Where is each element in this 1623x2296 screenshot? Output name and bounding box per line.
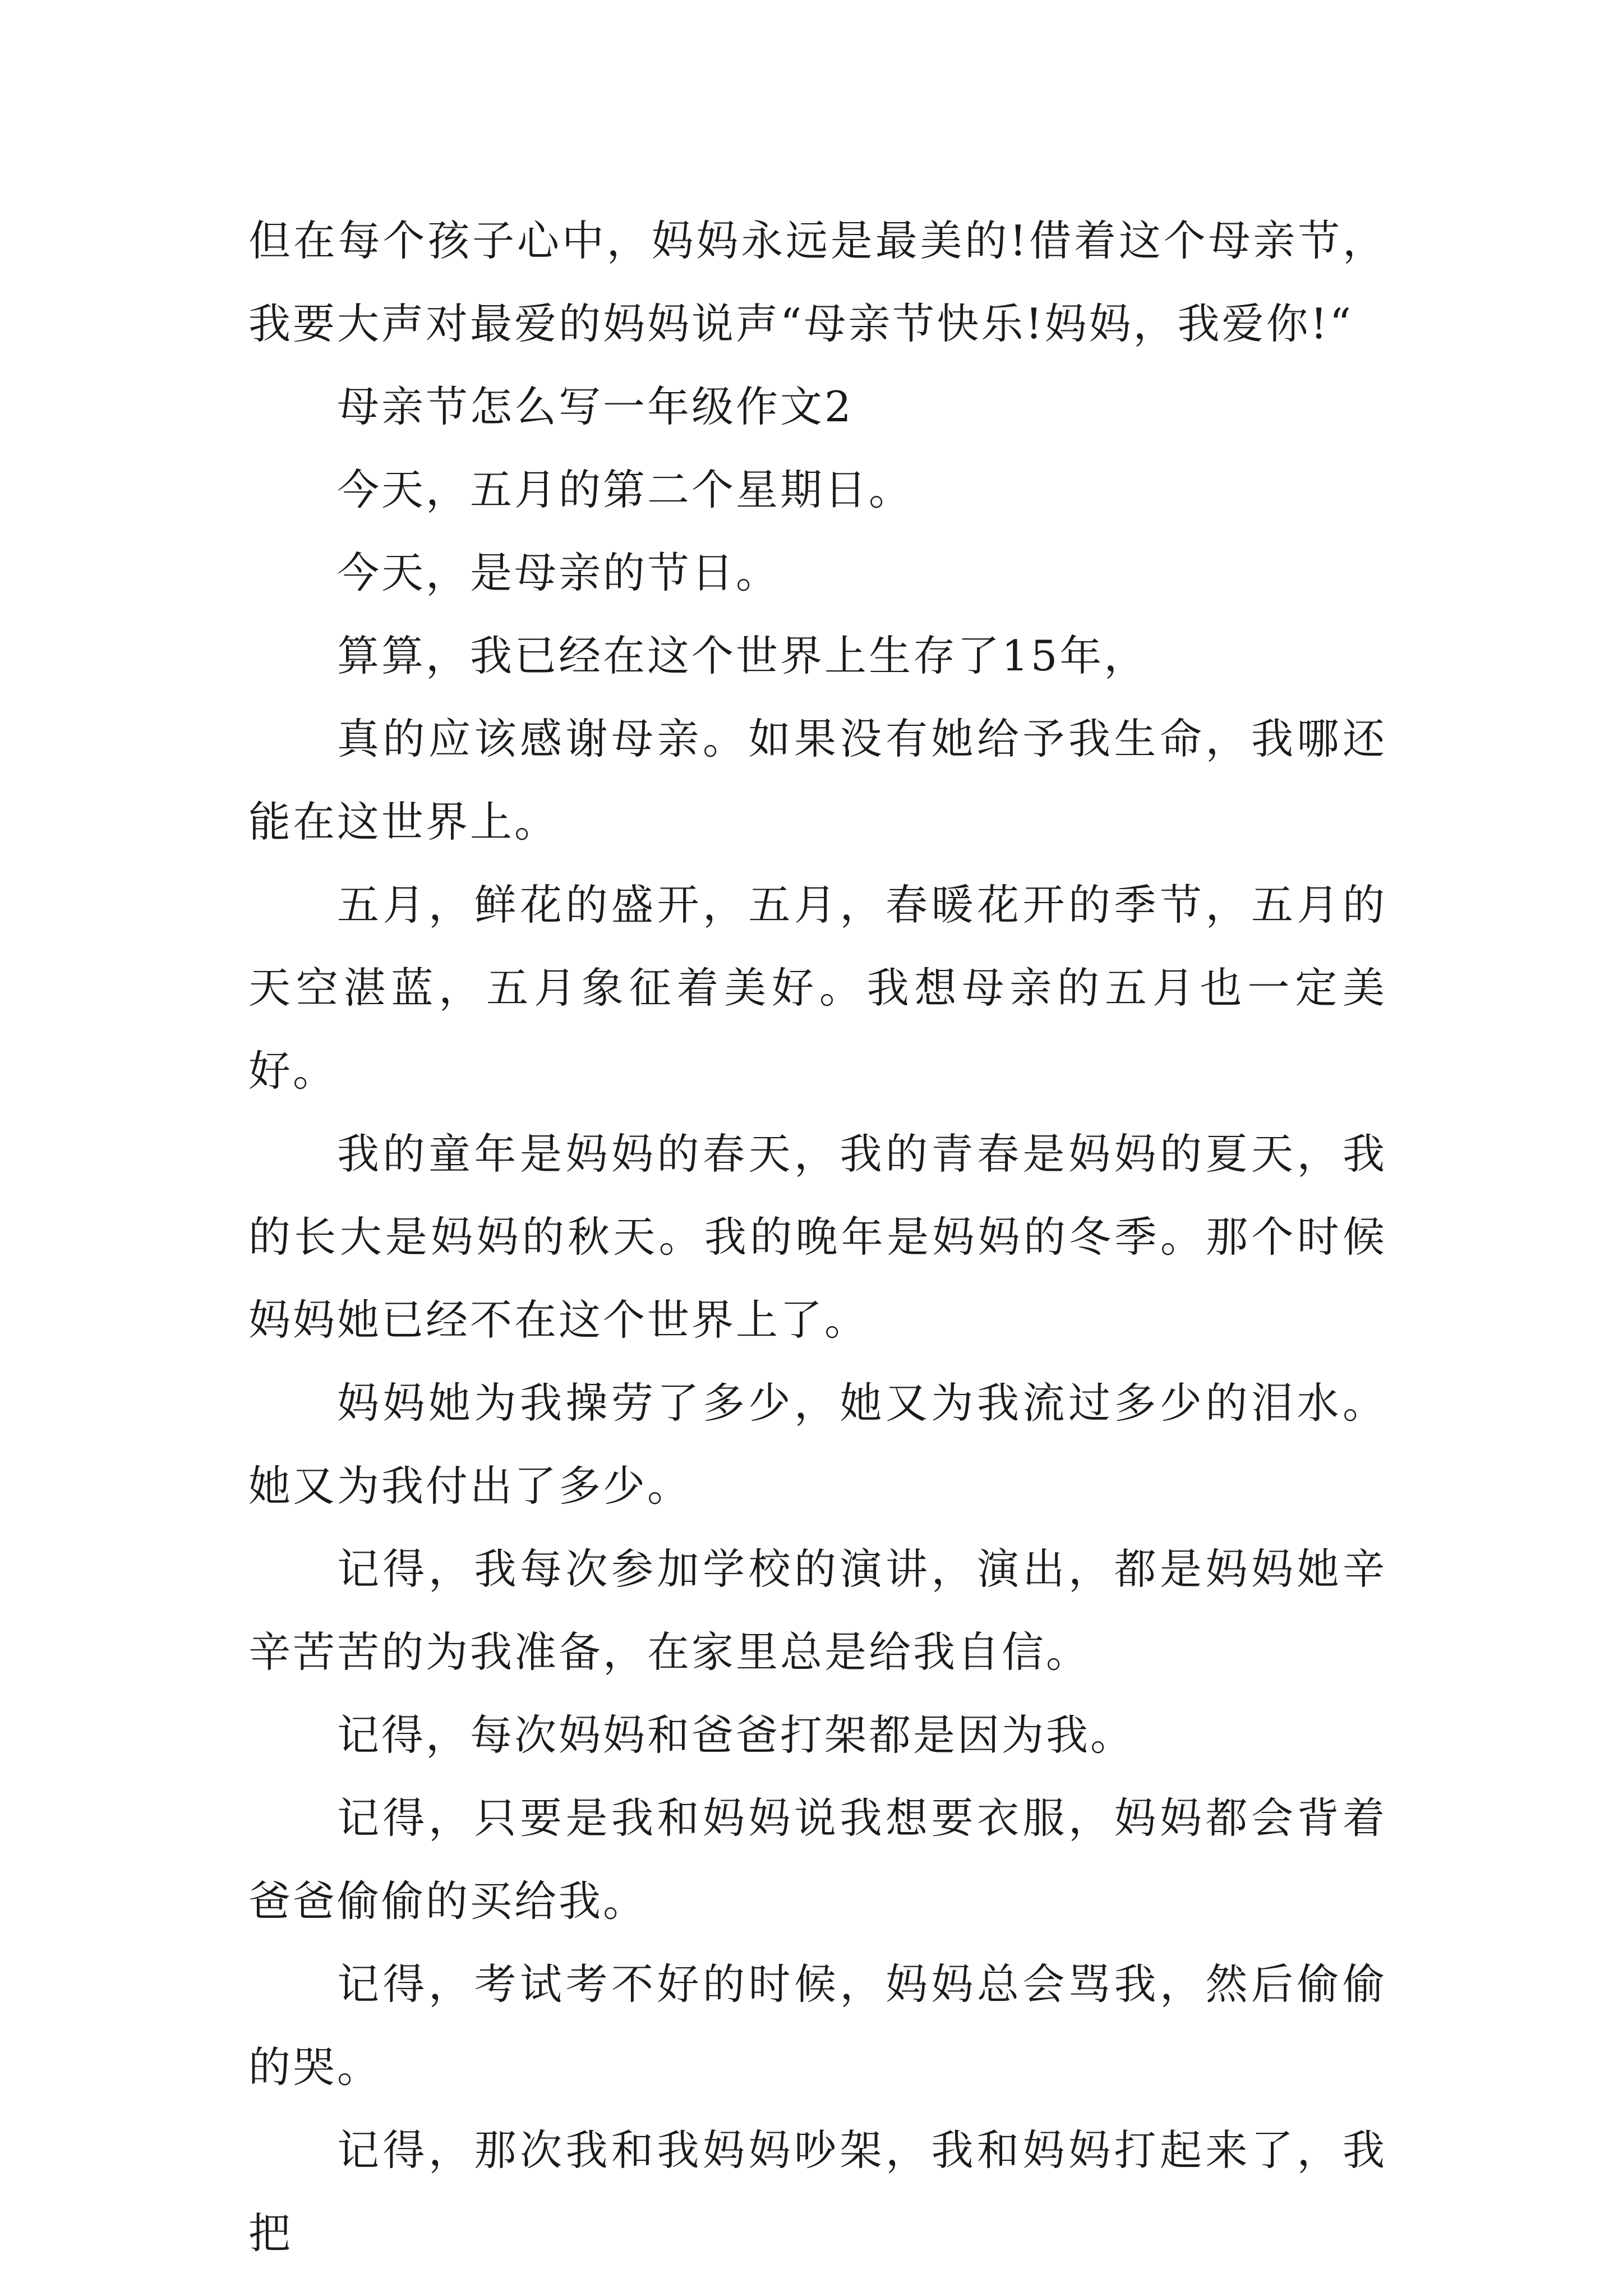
essay-body	[248, 199, 1387, 2275]
paragraph: 记得，每次妈妈和爸爸打架都是因为我。	[337, 1710, 1135, 1760]
paragraph: 算算，我已经在这个世界上生存了15年，	[337, 631, 1149, 680]
paragraph: 但在每个孩子心中，妈妈永远是最美的!借着这个母亲节，我要大声对最爱的妈妈说声“母亲节快乐!妈妈，我爱你!“	[248, 216, 1387, 348]
paragraph: 五月，鲜花的盛开，五月，春暖花开的季节，五月的天空湛蓝，五月象征着美好。我想母亲的五月也一定美好。	[248, 880, 1387, 1096]
paragraph: 妈妈她为我操劳了多少，她又为我流过多少的泪水。她又为我付出了多少。	[248, 1378, 1387, 1511]
paragraph: 记得，那次我和我妈妈吵架，我和妈妈打起来了，我把	[248, 2125, 1387, 2258]
paragraph: 今天，是母亲的节日。	[337, 548, 781, 597]
paragraph: 真的应该感谢母亲。如果没有她给予我生命，我哪还能在这世界上。	[248, 714, 1387, 846]
paragraph: 记得，考试考不好的时候，妈妈总会骂我，然后偷偷的哭。	[248, 1959, 1387, 2092]
essay-heading: 母亲节怎么写一年级作文2	[337, 382, 854, 431]
paragraph: 记得，我每次参加学校的演讲，演出，都是妈妈她辛辛苦苦的为我准备，在家里总是给我自信。	[248, 1544, 1387, 1677]
paragraph: 我的童年是妈妈的春天，我的青春是妈妈的夏天，我的长大是妈妈的秋天。我的晚年是妈妈的冬季。那个时候妈妈她已经不在这个世界上了。	[248, 1129, 1387, 1345]
paragraph: 记得，只要是我和妈妈说我想要衣服，妈妈都会背着爸爸偷偷的买给我。	[248, 1793, 1387, 1926]
paragraph: 今天，五月的第二个星期日。	[337, 465, 914, 514]
